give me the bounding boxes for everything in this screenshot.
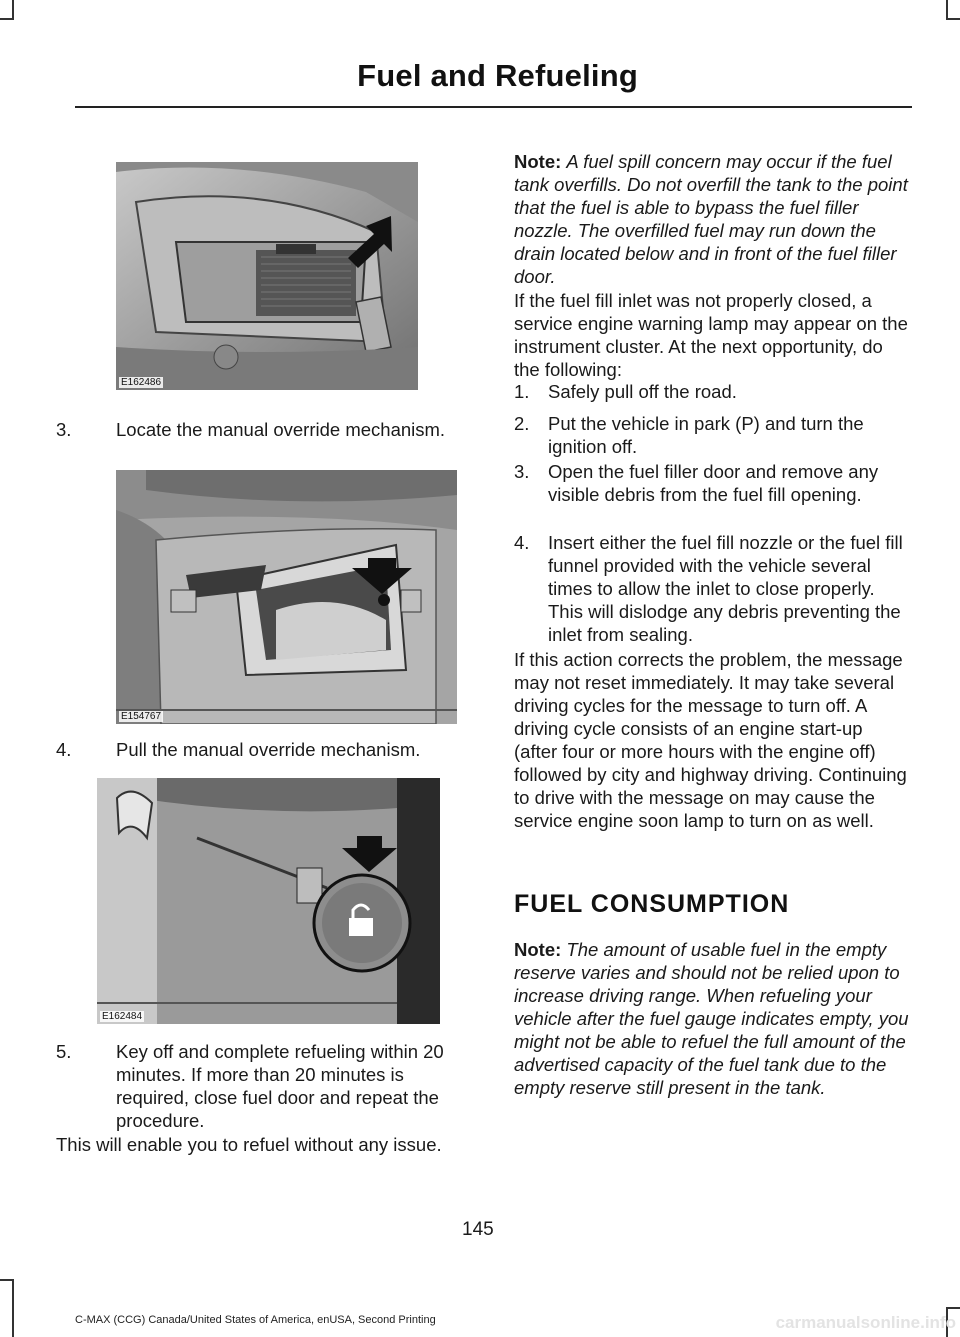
step-text: Insert either the fuel fill nozzle or the fuel fill funnel provided with the vehicle several times to allow the inlet to close properly. This will dislodge any debris preventing the inlet from sealing. (548, 532, 903, 645)
step-number: 4. (56, 739, 72, 760)
figure-id: E162486 (121, 377, 162, 388)
footer-text: C-MAX (CCG) Canada/United States of America, enUSA, Second Printing (75, 1314, 436, 1326)
note-fuel-spill (514, 150, 910, 288)
right-step-3 (514, 460, 910, 506)
step-text: Put the vehicle in park (P) and turn the ignition off. (548, 413, 864, 457)
right-step-1 (514, 380, 910, 403)
crop-mark (12, 0, 14, 20)
step-text: Pull the manual override mechanism. (116, 739, 421, 760)
fuel-door-illustration (116, 162, 418, 390)
figure-override-location (116, 470, 457, 724)
figure-fuel-door-area (116, 162, 418, 390)
step-5 (56, 1040, 474, 1132)
note-usable-fuel (514, 938, 910, 1099)
paragraph-inlet-closed: If the fuel fill inlet was not properly closed, a service engine warning lamp may appear on the instrument cluster. At the next opportunity, do the following: (514, 290, 908, 380)
crop-mark (946, 1307, 960, 1309)
step-number: 5. (56, 1041, 72, 1062)
step-number: 3. (514, 461, 530, 482)
step-4 (56, 738, 474, 761)
figure-pull-override (97, 778, 440, 1024)
watermark: carmanualsonline.info (775, 1313, 956, 1332)
step-3 (56, 418, 474, 441)
page-title: Fuel and Refueling (357, 58, 638, 93)
crop-mark (12, 1279, 14, 1337)
note-text: The amount of usable fuel in the empty reserve varies and should not be relied upon to increase driving range. When refueling your vehicle after the fuel gauge indicates empty, you might not be able to refuel the full amount of the advertised capacity of the fuel tank due to the empty reserve still present in the tank. (514, 939, 909, 1098)
step-text: Open the fuel filler door and remove any visible debris from the fuel fill opening. (548, 461, 879, 505)
right-step-2 (514, 412, 910, 458)
override-location-illustration (116, 470, 457, 724)
step-number: 3. (56, 419, 72, 440)
step-number: 4. (514, 532, 530, 553)
crop-mark (0, 18, 14, 20)
figure-id: E162484 (102, 1011, 143, 1022)
crop-mark (0, 1279, 14, 1281)
closing-paragraph: This will enable you to refuel without any issue. (56, 1134, 442, 1155)
step-number: 1. (514, 381, 530, 402)
page-number: 145 (462, 1219, 494, 1240)
right-step-4 (514, 531, 910, 646)
step-number: 2. (514, 413, 530, 434)
crop-mark (946, 18, 960, 20)
note-text: A fuel spill concern may occur if the fuel tank overfills. Do not overfill the tank to the point that the fuel is able to bypass the fuel filler nozzle. The overfilled fuel may run down the drain located below and in front of the fuel filler door. (514, 151, 908, 287)
step-text: Key off and complete refueling within 20 minutes. If more than 20 minutes is required, close fuel door and repeat the procedure. (116, 1041, 444, 1131)
section-heading: FUEL CONSUMPTION (514, 890, 790, 918)
step-text: Safely pull off the road. (548, 381, 737, 402)
crop-mark (946, 0, 948, 20)
figure-id: E154767 (121, 711, 162, 722)
header-divider (75, 106, 912, 108)
note-label: Note: (514, 939, 562, 960)
step-text: Locate the manual override mechanism. (116, 419, 446, 440)
pull-override-illustration (97, 778, 440, 1024)
paragraph-driving-cycle: If this action corrects the problem, the message may not reset immediately. It may take several driving cycles for the message to turn off. A driving cycle consists of an engine start-up (after four or more hours with the engine off) followed by city and highway driving. Continuing to drive with the message on may cause the service engine soon lamp to turn on as well. (514, 649, 907, 831)
note-label: Note: (514, 151, 562, 172)
